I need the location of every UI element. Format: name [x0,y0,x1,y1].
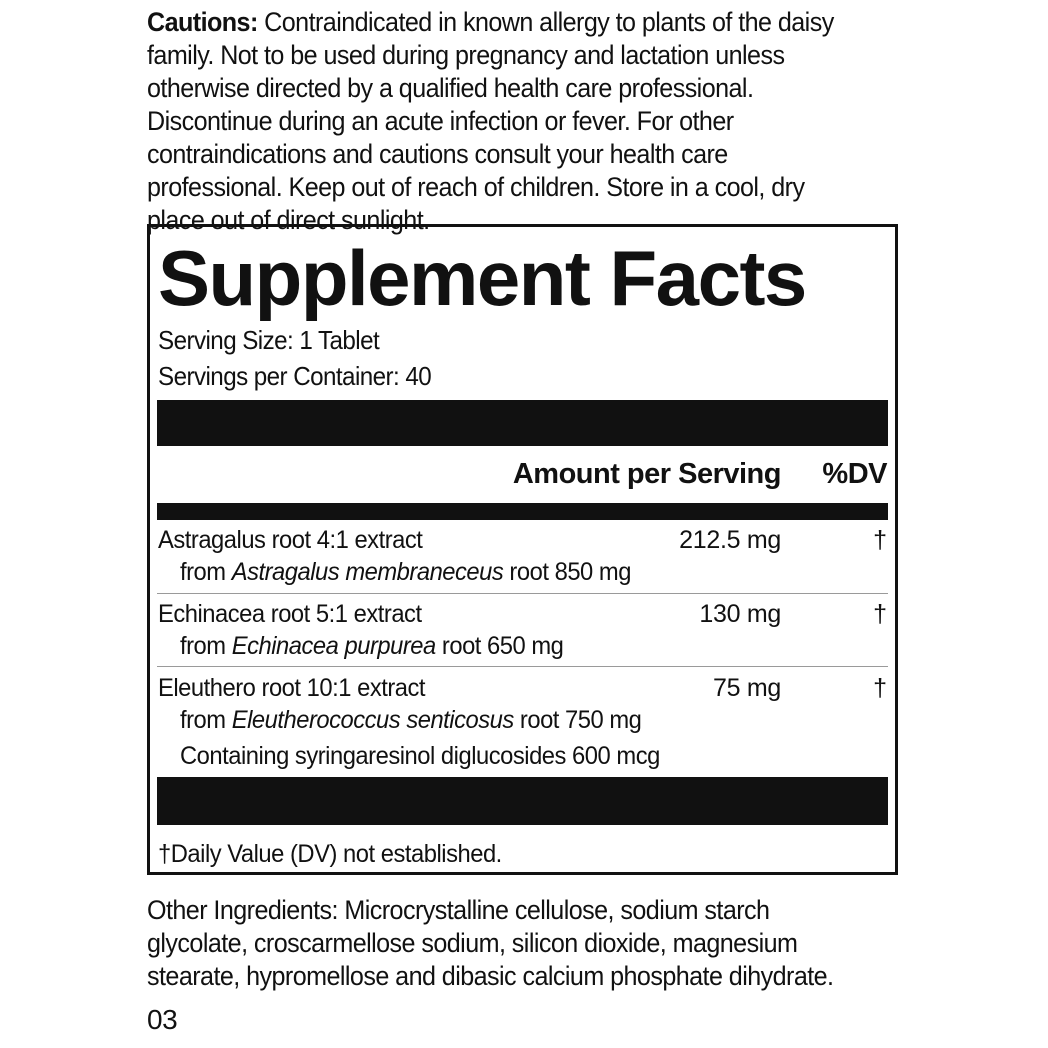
cautions-body: Contraindicated in known allergy to plants of the daisy family. Not to be used during pregnancy and lactation unless otherwise directed by a qualified health care professional. Discontinue during an acute infection or fever. For other contraindications and cautions consult your health care professional. Keep out of reach of children. Store in a cool, dry place out of direct sunlight. [147,7,834,235]
ingredient-dv: † [873,600,887,628]
facts-title: Supplement Facts [158,234,806,322]
ingredient-amount: 75 mg [713,674,781,702]
ingredient-name: Echinacea root 5:1 extract [158,600,422,628]
header-amount-per-serving: Amount per Serving [512,458,781,490]
row-divider [157,593,888,594]
species-name: Astragalus membraneceus [231,558,504,586]
divider-thick-bottom [157,777,888,825]
label-code: 03 [147,1004,178,1035]
serving-size: Serving Size: 1 Tablet [158,325,380,355]
ingredient-source: from Echinacea purpurea root 650 mg [180,632,564,660]
species-name: Eleutherococcus senticosus [231,706,514,734]
ingredient-dv: † [873,674,887,702]
ingredient-amount: 212.5 mg [679,526,781,554]
ingredient-source: from Eleutherococcus senticosus root 750 mg [180,706,642,734]
divider-thick-top [157,400,888,446]
ingredient-containing: Containing syringaresinol diglucosides 600 mcg [180,742,660,770]
cautions-label: Cautions: [147,7,258,37]
header-dv: %DV [822,458,887,490]
ingredient-source: from Astragalus membraneceus root 850 mg [180,558,631,586]
ingredient-name: Astragalus root 4:1 extract [158,526,423,554]
supplement-facts-panel [147,224,898,875]
divider-thick-header [157,503,888,520]
servings-per-container: Servings per Container: 40 [158,361,432,391]
cautions-text [147,6,863,237]
dv-footnote: †Daily Value (DV) not established. [158,840,502,868]
ingredient-amount: 130 mg [699,600,781,628]
other-ingredients: Other Ingredients: Microcrystalline cellulose, sodium starch glycolate, croscarmellose sodium, silicon dioxide, magnesium stearate, hypromellose and dibasic calcium phosphate dihydrate. [147,895,834,991]
ingredient-dv: † [873,526,887,554]
ingredient-name: Eleuthero root 10:1 extract [158,674,426,702]
row-divider [157,666,888,667]
species-name: Echinacea purpurea [231,632,436,660]
